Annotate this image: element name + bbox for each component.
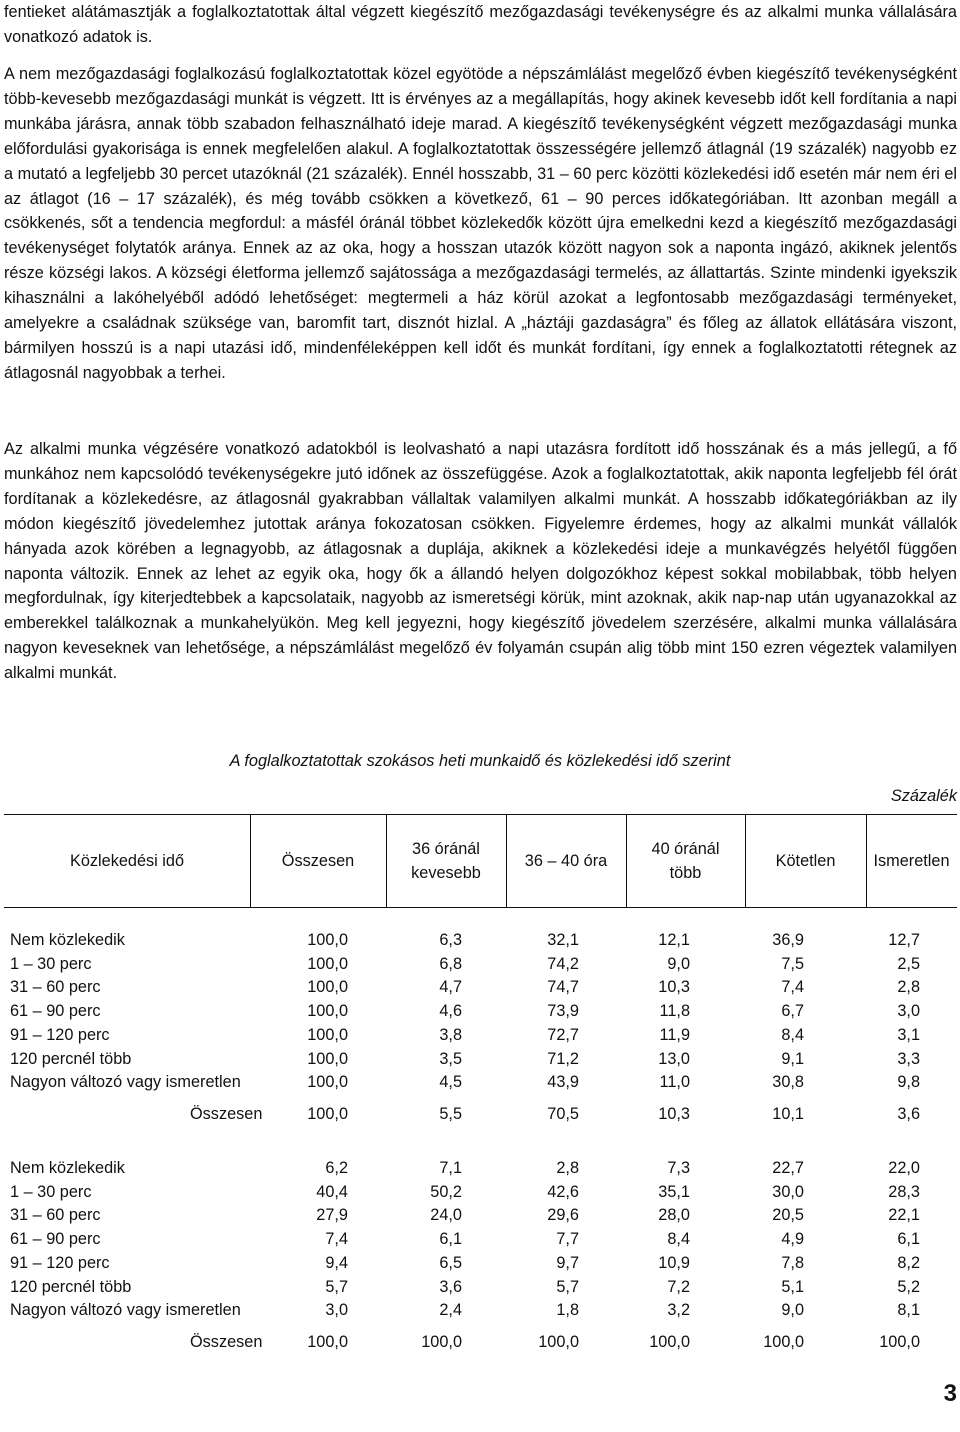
row-value: 2,8 [897,978,920,997]
row-value: 7,1 [439,1159,462,1177]
row-value: 100,0 [307,1049,348,1068]
table-row [0,1298,960,1322]
row-label: 31 – 60 perc [10,978,101,997]
table-row [0,1180,960,1204]
row-label: Nagyon változó vagy ismeretlen [10,1073,241,1092]
row-value: 100,0 [307,1105,348,1123]
row-value: 6,2 [325,1159,348,1177]
row-value: 40,4 [316,1182,348,1201]
table-row [0,999,960,1023]
row-value: 8,1 [897,1301,920,1320]
row-value: 24,0 [430,1206,462,1225]
table-column-divider [250,814,251,907]
row-value: 7,4 [325,1230,348,1249]
row-value: 72,7 [547,1025,579,1044]
row-value: 12,1 [658,931,690,949]
header-line: Kötetlen [775,851,836,870]
header-line: 36 – 40 óra [524,851,608,870]
row-value: 3,6 [439,1277,462,1296]
row-value: 6,3 [439,931,462,949]
header-line: kevesebb [411,863,481,882]
row-value: 50,2 [430,1182,462,1201]
row-value: 100,0 [649,1333,690,1351]
row-value: 4,7 [439,978,462,997]
row-value: 30,8 [772,1073,804,1092]
row-value: 100,0 [307,954,348,973]
header-line: 36 óránál [412,839,480,858]
row-value: 22,7 [772,1159,804,1177]
row-value: 10,3 [658,978,690,997]
row-value: 100,0 [307,931,348,949]
row-value: 100,0 [307,1073,348,1092]
row-value: 5,1 [781,1277,804,1296]
row-label: 61 – 90 perc [10,1002,101,1021]
row-value: 3,1 [897,1025,920,1044]
row-value: 4,5 [439,1073,462,1092]
row-label: Összesen [190,1333,263,1351]
row-value: 4,6 [439,1002,462,1021]
row-value: 100,0 [763,1333,804,1351]
row-value: 11,9 [659,1025,690,1044]
row-value: 7,5 [781,954,804,973]
row-value: 3,6 [897,1105,920,1123]
row-value: 11,8 [659,1002,690,1021]
row-value: 100,0 [307,1002,348,1021]
row-value: 43,9 [547,1073,579,1092]
row-value: 5,7 [556,1277,579,1296]
row-value: 27,9 [316,1206,348,1225]
row-value: 7,2 [667,1277,690,1296]
table-row [0,1203,960,1227]
header-line: több [669,863,702,882]
row-label: 91 – 120 perc [10,1025,110,1044]
table-row [0,928,960,952]
row-value: 9,8 [897,1073,920,1092]
row-value: 3,3 [897,1049,920,1068]
row-value: 10,1 [772,1105,804,1123]
row-value: 11,0 [659,1073,690,1092]
row-value: 28,3 [888,1182,920,1201]
row-value: 29,6 [547,1206,579,1225]
row-value: 5,5 [439,1105,462,1123]
table-column-divider [626,814,627,907]
row-value: 2,4 [439,1301,462,1320]
row-value: 9,0 [667,954,690,973]
row-label: 120 percnél több [10,1049,132,1068]
row-value: 3,0 [325,1301,348,1320]
paragraph-casual-work: Az alkalmi munka végzésére vonatkozó adatokból is leolvasható a napi utazásra fordított idő hosszának és a más jellegű, a fő munkához nem kapcsolódó tevékenységekre jutó időnek az összefüggése. Azok a foglalkoztatottak, akik naponta legfeljebb fél órát fordítanak a közlekedésre, az átlagosnál gyakrabban vállaltak valamilyen alkalmi munkát. A hosszabb időkategóriákban az ily módon kiegészítő jövedelemhez jutottak aránya fokozatosan csökken. Figyelemre érdemes, hogy az alkalmi munkát vállalók hányada azok körében a legnagyobb, az átlagosnak a duplája, akiknek a közlekedési ideje a munkavégzés helyétől függően naponta változik. Ennek az lehet az egyik oka, hogy ők a állandó helyen dolgozókhoz képest sokkal mobilabbak, több helyen megfordulnak, így kiterjedtebbek a kapcsolataik, nagyobb az ismeretségi körük, mint azoknak, akik nap-nap után ugyanazokkal az emberekkel találkoznak a munkahelyükön. Meg kell jegyezni, hogy kiegészítő jövedelem szerzésére, alkalmi munka vállalására nagyon keveseknek van lehetősége, a népszámlálást megelőző év folyamán csupán alig több mint 150 ezren végeztek valamilyen alkalmi munkát. [4,440,957,683]
row-value: 9,7 [556,1253,579,1272]
row-value: 6,5 [439,1253,462,1272]
row-value: 100,0 [307,978,348,997]
row-value: 42,6 [547,1182,579,1201]
row-value: 36,9 [772,931,804,949]
row-value: 100,0 [307,1333,348,1351]
row-value: 71,2 [547,1049,579,1068]
row-value: 100,0 [879,1333,920,1351]
table-row [0,1275,960,1299]
row-value: 6,1 [897,1230,920,1249]
row-value: 3,8 [439,1025,462,1044]
row-value: 9,0 [781,1301,804,1320]
row-value: 10,3 [658,1105,690,1123]
row-value: 70,5 [547,1105,579,1123]
header-line: 40 óránál [651,839,720,858]
table-total-row [0,1102,960,1126]
table-row [0,1251,960,1275]
table-row [0,1070,960,1094]
header-line: Összesen [281,851,355,870]
table-column-divider [866,814,867,907]
table-row [0,952,960,976]
row-label: 120 percnél több [10,1277,132,1296]
row-value: 7,4 [781,978,804,997]
row-value: 7,7 [556,1230,579,1249]
row-value: 6,7 [781,1002,804,1021]
row-value: 100,0 [307,1025,348,1044]
row-value: 74,2 [547,954,579,973]
row-label: 1 – 30 perc [10,954,92,973]
row-label: 91 – 120 perc [10,1253,110,1272]
row-label: 1 – 30 perc [10,1182,92,1201]
table-column-divider [506,814,507,907]
table-total-row [0,1330,960,1354]
row-value: 5,7 [325,1277,348,1296]
row-value: 6,1 [439,1230,462,1249]
row-value: 8,2 [897,1253,920,1272]
row-label: Nagyon változó vagy ismeretlen [10,1301,241,1320]
row-value: 8,4 [781,1025,804,1044]
table-header-cell [866,814,957,907]
table-header-cell [745,814,866,907]
table-header-cell [386,814,506,907]
row-value: 13,0 [658,1049,690,1068]
row-value: 3,2 [667,1301,690,1320]
paragraph-agriculture: A nem mezőgazdasági foglalkozású foglalkoztatottak közel egyötöde a népszámlálást megelőző évben kiegészítő tevékenységként több-kevesebb mezőgazdasági munkát is végzett. Itt is érvényes az a megállapítás, hogy akinek kevesebb időt kell fordítania a napi munkába járásra, annak több szabadon felhasználható ideje marad. A kiegészítő tevékenységként végzett mezőgazdasági munka előfordulási gyakorisága is ennek megfelelően alakul. A foglalkoztatottak összességére jellemző átlagnál (19 százalék) nagyobb ez a mutató a legfeljebb 30 percet utazóknál (21 százalék). Ennél hosszabb, 31 – 60 perc közötti közlekedési idő esetén már nem éri el az átlagot (16 – 17 százalék), és még tovább csökken a következő, 61 – 90 perces időkategóriában. Itt azonban megáll a csökkenés, sőt a tendencia megfordul: a másfél óránál többet közlekedők között újra emelkedni kezd a kiegészítő mezőgazdasági tevékenységet folytatók aránya. Ennek az az oka, hogy a hosszan utazók között nagyon sok a naponta ingázó, akiknek jelentős része községi lakos. A községi életforma jellemző sajátossága a mezőgazdasági termelés, az állattartás. Szinte mindenki igyekszik kihasználni a lakóhelyéből adódó lehetőséget: megtermeli a ház körül azokat a legfontosabb mezőgazdasági terményeket, amelyekre a családnak szüksége van, baromfit tart, disznót hizlal. A „háztáji gazdaságra” és főleg az állatok ellátására viszont, bármilyen hosszú is a napi utazási idő, mindenféleképpen kell időt és munkát fordítani, így ennek a foglalkoztatotti rétegnek az átlagosnál nagyobbak a terhei. [4,65,958,382]
row-value: 10,9 [658,1253,690,1272]
table-title: A foglalkoztatottak szokásos heti munkaidő és közlekedési idő szerint [229,752,731,770]
table-header-cell [626,814,745,907]
table-row [0,1047,960,1071]
row-value: 28,0 [658,1206,690,1225]
row-value: 22,0 [888,1159,920,1177]
row-value: 6,8 [439,954,462,973]
paragraph-intro: fentieket alátámasztják a foglalkoztatottak által végzett kiegészítő mezőgazdasági tevékenységre és az alkalmi munka vállalására vonatkozó adatok is. [4,3,957,46]
table-row [0,975,960,999]
row-label: Összesen [190,1105,263,1123]
row-value: 22,1 [888,1206,920,1225]
row-value: 4,9 [781,1230,804,1249]
row-value: 8,4 [667,1230,690,1249]
table-row [0,1156,960,1180]
row-value: 7,3 [667,1159,690,1177]
row-label: Nem közlekedik [10,1159,125,1177]
row-value: 74,7 [547,978,579,997]
row-value: 100,0 [538,1333,579,1351]
table-row [0,1023,960,1047]
row-value: 9,4 [325,1253,348,1272]
row-value: 7,8 [781,1253,804,1272]
row-value: 1,8 [556,1301,579,1320]
header-line: Ismeretlen [873,851,950,870]
row-value: 5,2 [897,1277,920,1296]
row-value: 100,0 [421,1333,462,1351]
row-value: 20,5 [772,1206,804,1225]
row-label: Nem közlekedik [10,931,125,949]
row-value: 9,1 [781,1049,804,1068]
table-column-divider [386,814,387,907]
table-row [0,1227,960,1251]
table-header-bottom-rule [4,907,957,908]
row-label: 31 – 60 perc [10,1206,101,1225]
table-unit: Százalék [890,787,957,805]
header-line: Közlekedési idő [69,851,185,870]
row-value: 32,1 [547,931,579,949]
row-value: 2,5 [897,954,920,973]
row-value: 30,0 [772,1182,804,1201]
row-value: 2,8 [556,1159,579,1177]
table-column-divider [745,814,746,907]
row-value: 73,9 [547,1002,579,1021]
row-label: 61 – 90 perc [10,1230,101,1249]
table-header-cell [250,814,386,907]
row-value: 3,0 [897,1002,920,1021]
row-value: 35,1 [658,1182,690,1201]
row-value: 3,5 [439,1049,462,1068]
table-header-cell [506,814,626,907]
table-header-cell [4,814,250,907]
page-number: 3 [943,1380,957,1407]
row-value: 12,7 [888,931,920,949]
